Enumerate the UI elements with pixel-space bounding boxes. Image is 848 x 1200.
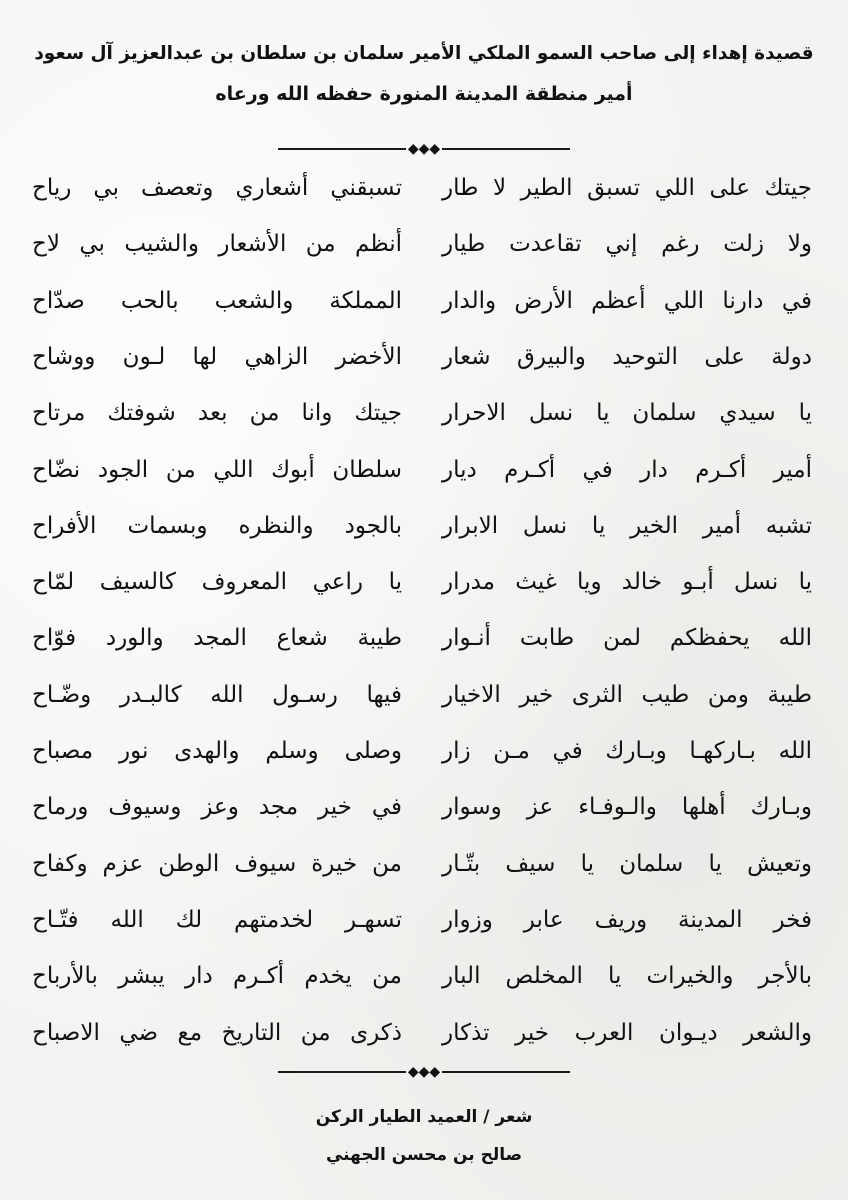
diamond-ornament-icon: ◆◆◆ [407, 1064, 441, 1080]
verse-row [26, 892, 822, 948]
poet-signature [0, 1098, 848, 1174]
verse-row [26, 610, 822, 666]
poem-body [26, 160, 822, 1060]
bottom-divider [278, 1062, 570, 1082]
verse-second-hemistich: في خير مجد وعز وسيوف ورماح [32, 794, 402, 820]
verse-first-hemistich: والشعر ديـوان العرب خير تذكار [442, 1020, 812, 1046]
verse-first-hemistich: تشبه أمير الخير يا نسل الابرار [442, 513, 812, 539]
verse-row [26, 723, 822, 779]
verse-second-hemistich: أنظم من الأشعار والشيب بي لاح [32, 231, 402, 257]
verse-row [26, 948, 822, 1004]
top-divider [278, 139, 570, 159]
verse-second-hemistich: تسبقني أشعاري وتعصف بي رياح [32, 175, 402, 201]
dedication-title: قصيدة إهداء إلى صاحب السمو الملكي الأمير سلمان بن سلطان بن عبدالعزيز آل سعود [34, 43, 814, 64]
divider-rule [278, 1071, 406, 1073]
verse-row [26, 273, 822, 329]
verse-first-hemistich: يا نسل أبـو خالد ويا غيث مدرار [442, 569, 812, 595]
verse-first-hemistich: الله بـاركهـا وبـارك في مـن زار [442, 738, 812, 764]
verse-row [26, 836, 822, 892]
verse-first-hemistich: طيبة ومن طيب الثرى خير الاخيار [442, 682, 812, 708]
dedication-subtitle: أمير منطقة المدينة المنورة حفظه الله ورعاه [215, 83, 633, 105]
verse-second-hemistich: ذكرى من التاريخ مع ضي الاصباح [32, 1020, 402, 1046]
verse-second-hemistich: الأخضر الزاهي لها لـون ووشاح [32, 344, 402, 370]
verse-second-hemistich: من خيرة سيوف الوطن عزم وكفاح [32, 851, 402, 877]
verse-first-hemistich: وتعيش يا سلمان يا سيف بتّـار [442, 851, 812, 877]
verse-row [26, 385, 822, 441]
divider-rule [278, 148, 406, 150]
verse-second-hemistich: سلطان أبوك اللي من الجود نضّاح [32, 457, 402, 483]
verse-second-hemistich: تسهـر لخدمتهم لك الله فتّـاح [32, 907, 402, 933]
verse-first-hemistich: ولا زلت رغم إني تقاعدت طيار [442, 231, 812, 257]
divider-rule [442, 148, 570, 150]
verse-row [26, 160, 822, 216]
verse-second-hemistich: فيها رسـول الله كالبـدر وضّـاح [32, 682, 402, 708]
verse-first-hemistich: يا سيدي سلمان يا نسل الاحرار [442, 400, 812, 426]
verse-second-hemistich: بالجود والنظره وبسمات الأفراح [32, 513, 402, 539]
verse-row [26, 554, 822, 610]
verse-first-hemistich: الله يحفظكم لمن طابت أنـوار [442, 625, 812, 651]
verse-row [26, 498, 822, 554]
verse-second-hemistich: وصلى وسلم والهدى نور مصباح [32, 738, 402, 764]
poet-name: صالح بن محسن الجهني [325, 1145, 523, 1165]
verse-first-hemistich: أمير أكـرم دار في أكـرم ديار [442, 457, 812, 483]
verse-second-hemistich: يا راعي المعروف كالسيف لمّاح [32, 569, 402, 595]
poem-header [30, 34, 818, 114]
verse-first-hemistich: جيتك على اللي تسبق الطير لا طار [442, 175, 812, 201]
verse-first-hemistich: فخر المدينة وريف عابر وزوار [442, 907, 812, 933]
verse-row [26, 329, 822, 385]
verse-first-hemistich: بالأجر والخيرات يا المخلص البار [442, 963, 812, 989]
verse-second-hemistich: جيتك وانا من بعد شوفتك مرتاح [32, 400, 402, 426]
verse-row [26, 667, 822, 723]
verse-second-hemistich: المملكة والشعب بالحب صدّاح [32, 288, 402, 314]
verse-second-hemistich: من يخدم أكـرم دار يبشر بالأرباح [32, 963, 402, 989]
verse-row [26, 779, 822, 835]
verse-row [26, 1005, 822, 1061]
verse-first-hemistich: وبـارك أهلها والـوفـاء عز وسوار [442, 794, 812, 820]
verse-second-hemistich: طيبة شعاع المجد والورد فوّاح [32, 625, 402, 651]
divider-rule [442, 1071, 570, 1073]
verse-first-hemistich: في دارنا اللي أعظم الأرض والدار [442, 288, 812, 314]
poet-rank: شعر / العميد الطيار الركن [315, 1107, 533, 1127]
diamond-ornament-icon: ◆◆◆ [407, 141, 441, 157]
verse-row [26, 216, 822, 272]
verse-first-hemistich: دولة على التوحيد والبيرق شعار [442, 344, 812, 370]
verse-row [26, 442, 822, 498]
